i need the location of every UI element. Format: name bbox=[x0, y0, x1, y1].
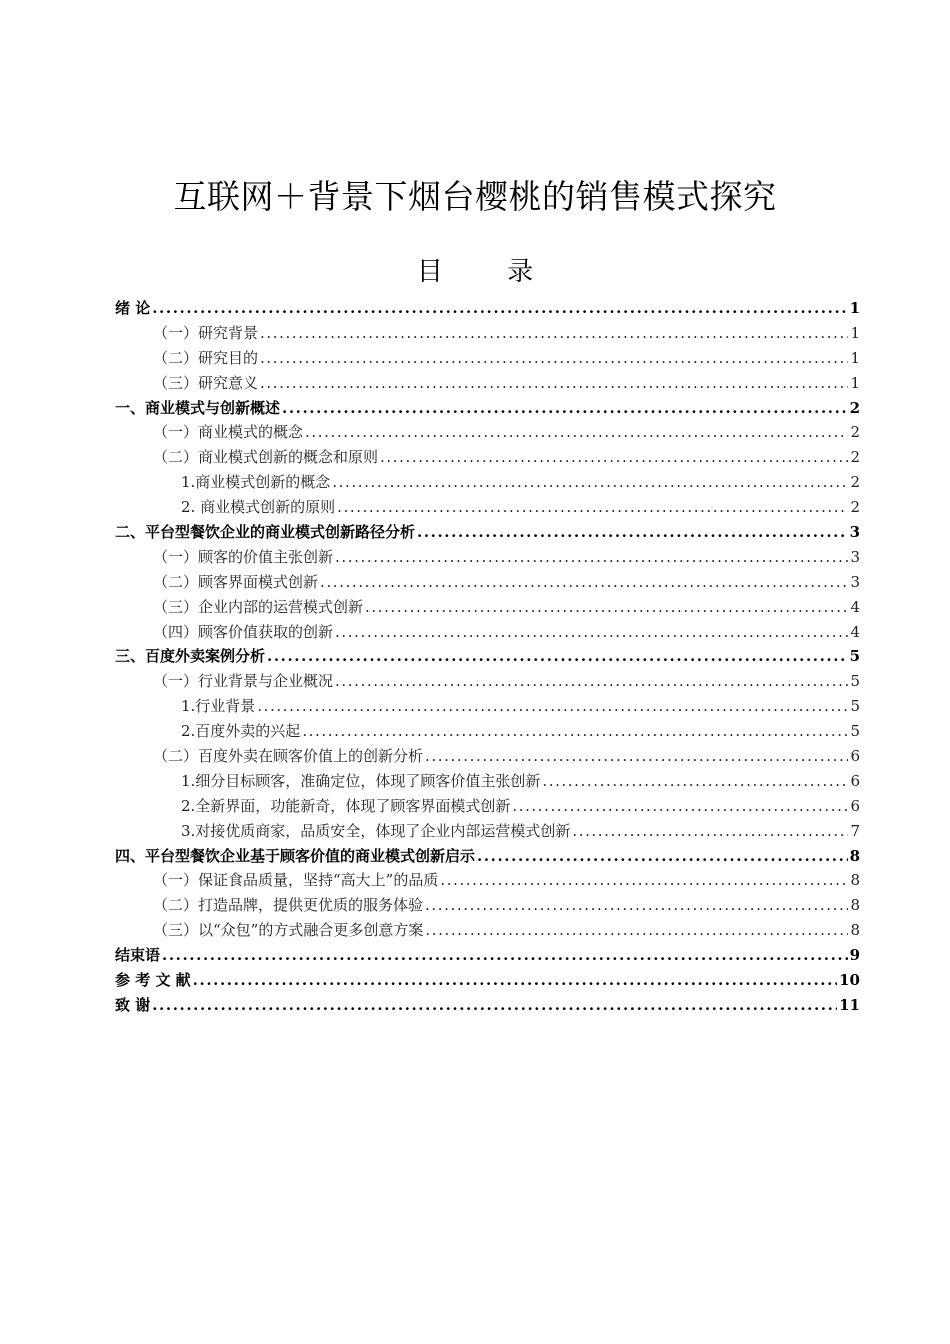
toc-dot-leader bbox=[380, 448, 848, 466]
toc-page-number: 10 bbox=[839, 971, 860, 990]
toc-entry[interactable] bbox=[115, 446, 860, 471]
toc-entry[interactable] bbox=[115, 944, 860, 969]
document-title: 互联网＋背景下烟台樱桃的销售模式探究 bbox=[173, 177, 777, 217]
toc-entry-title: 2.全新界面，功能新奇，体现了顾客界面模式创新 bbox=[181, 796, 511, 815]
toc-entry[interactable] bbox=[115, 894, 860, 919]
toc-entry[interactable] bbox=[115, 845, 860, 870]
toc-page-number: 4 bbox=[850, 597, 860, 616]
toc-dot-leader bbox=[302, 722, 848, 740]
toc-page-number: 5 bbox=[850, 722, 860, 741]
toc-entry-title: （一）研究背景 bbox=[153, 323, 259, 342]
toc-dot-leader bbox=[335, 672, 848, 690]
toc-page-number: 1 bbox=[850, 323, 860, 342]
toc-dot-leader bbox=[260, 324, 848, 342]
toc-entry-title: 1.商业模式创新的概念 bbox=[181, 473, 331, 492]
toc-dot-leader bbox=[320, 573, 848, 591]
toc-entry[interactable] bbox=[115, 820, 860, 845]
toc-page-number: 1 bbox=[849, 299, 860, 317]
toc-page-number: 2 bbox=[850, 423, 860, 442]
toc-dot-leader bbox=[440, 871, 848, 889]
toc-page-number: 4 bbox=[850, 622, 860, 641]
toc-dot-leader bbox=[332, 473, 848, 491]
toc-entry[interactable] bbox=[115, 869, 860, 894]
toc-page-number: 6 bbox=[850, 747, 860, 766]
toc-entry[interactable] bbox=[115, 297, 860, 322]
toc-entry-title: 绪 论 bbox=[115, 299, 151, 317]
toc-entry-title: （二）研究目的 bbox=[153, 348, 259, 367]
toc-entry-title: （三）企业内部的运营模式创新 bbox=[153, 597, 364, 616]
toc-page-number: 3 bbox=[850, 547, 860, 566]
toc-entry[interactable] bbox=[115, 994, 860, 1019]
toc-entry-title: （二）顾客界面模式创新 bbox=[153, 572, 319, 591]
toc-page-number: 6 bbox=[850, 796, 860, 815]
toc-page-number: 7 bbox=[850, 821, 860, 840]
toc-page-number: 2 bbox=[850, 473, 860, 492]
toc-dot-leader bbox=[260, 374, 848, 392]
toc-entry[interactable] bbox=[115, 770, 860, 795]
toc-entry[interactable] bbox=[115, 546, 860, 571]
toc-dot-leader bbox=[365, 598, 848, 616]
toc-dot-leader bbox=[267, 647, 848, 665]
toc-entry[interactable] bbox=[115, 596, 860, 621]
toc-entry-title: 参 考 文 献 bbox=[115, 971, 191, 990]
toc-entry-title: （三）以“众包”的方式融合更多创意方案 bbox=[153, 921, 424, 940]
toc-dot-leader bbox=[337, 498, 848, 516]
toc-entry-title: （四）顾客价值获取的创新 bbox=[153, 622, 334, 641]
toc-dot-leader bbox=[260, 349, 848, 367]
toc-entry[interactable] bbox=[115, 521, 860, 546]
toc-page-number: 9 bbox=[849, 946, 860, 965]
toc-entry-title: 二、平台型餐饮企业的商业模式创新路径分析 bbox=[115, 523, 416, 542]
toc-dot-leader bbox=[425, 896, 848, 914]
toc-entry[interactable] bbox=[115, 795, 860, 820]
toc-page-number: 1 bbox=[850, 348, 860, 367]
toc-page-number: 3 bbox=[849, 523, 860, 542]
toc-page-number: 2 bbox=[850, 448, 860, 467]
toc-entry[interactable] bbox=[115, 496, 860, 521]
toc-entry-title: 一、商业模式与创新概述 bbox=[115, 398, 281, 417]
toc-page-number: 5 bbox=[850, 697, 860, 716]
toc-heading-text: 目 录 bbox=[416, 257, 562, 287]
toc-entry-title: 3.对接优质商家，品质安全，体现了企业内部运营模式创新 bbox=[181, 821, 571, 840]
toc-dot-leader bbox=[282, 399, 848, 417]
toc-entry-title: （一）保证食品质量，坚持“高大上”的品质 bbox=[153, 871, 439, 890]
toc-entry-title: （二）商业模式创新的概念和原则 bbox=[153, 448, 379, 467]
toc-dot-leader bbox=[193, 971, 837, 989]
toc-entry[interactable] bbox=[115, 471, 860, 496]
toc-entry-title: （二）百度外卖在顾客价值上的创新分析 bbox=[153, 747, 424, 766]
toc-page-number: 3 bbox=[850, 572, 860, 591]
toc-entry-title: （三）研究意义 bbox=[153, 373, 259, 392]
toc-dot-leader bbox=[152, 996, 837, 1014]
toc-entry-title: 1.细分目标顾客，准确定位，体现了顾客价值主张创新 bbox=[181, 771, 541, 790]
toc-entry[interactable] bbox=[115, 347, 860, 372]
toc-dot-leader bbox=[425, 747, 848, 765]
toc-entry[interactable] bbox=[115, 372, 860, 397]
toc-entry[interactable] bbox=[115, 720, 860, 745]
toc-entry[interactable] bbox=[115, 397, 860, 422]
toc-entry-title: 结束语 bbox=[115, 946, 161, 965]
toc-dot-leader bbox=[305, 423, 848, 441]
toc-entry[interactable] bbox=[115, 621, 860, 646]
toc-dot-leader bbox=[152, 299, 847, 317]
toc-page-number: 5 bbox=[849, 647, 860, 666]
toc-entry-title: 2. 商业模式创新的原则 bbox=[181, 498, 336, 517]
toc-page-number: 2 bbox=[850, 498, 860, 517]
toc-entry-title: （一）行业背景与企业概况 bbox=[153, 672, 334, 691]
toc-entry-title: 2.百度外卖的兴起 bbox=[181, 722, 301, 741]
toc-dot-leader bbox=[512, 797, 848, 815]
toc-dot-leader bbox=[417, 523, 848, 541]
toc-entry[interactable] bbox=[115, 670, 860, 695]
toc-page-number: 6 bbox=[850, 771, 860, 790]
toc-page-number: 1 bbox=[850, 373, 860, 392]
toc-entry-title: 四、平台型餐饮企业基于顾客价值的商业模式创新启示 bbox=[115, 846, 476, 865]
toc-entry[interactable] bbox=[115, 745, 860, 770]
toc-page-number: 8 bbox=[850, 921, 860, 940]
toc-entry-title: （一）商业模式的概念 bbox=[153, 423, 304, 442]
toc-dot-leader bbox=[257, 697, 848, 715]
toc-dot-leader bbox=[425, 921, 848, 939]
toc-entry[interactable] bbox=[115, 919, 860, 944]
toc-entry-title: 1.行业背景 bbox=[181, 697, 256, 716]
toc-entry-title: 致 谢 bbox=[115, 995, 151, 1014]
toc-page-number: 11 bbox=[839, 995, 860, 1014]
toc-entry[interactable] bbox=[115, 571, 860, 596]
toc-page-number: 8 bbox=[850, 871, 860, 890]
toc-page-number: 8 bbox=[850, 896, 860, 915]
toc-dot-leader bbox=[335, 548, 848, 566]
toc-dot-leader bbox=[477, 847, 848, 865]
toc-entry[interactable] bbox=[115, 695, 860, 720]
toc-page-number: 8 bbox=[849, 846, 860, 865]
toc-dot-leader bbox=[162, 946, 848, 964]
toc-entry-title: 三、百度外卖案例分析 bbox=[115, 647, 266, 666]
toc-dot-leader bbox=[335, 623, 848, 641]
toc-dot-leader bbox=[572, 822, 848, 840]
toc-dot-leader bbox=[542, 772, 848, 790]
toc-entry-title: （一）顾客的价值主张创新 bbox=[153, 547, 334, 566]
toc-page-number: 5 bbox=[850, 672, 860, 691]
table-of-contents bbox=[115, 297, 860, 1019]
toc-entry[interactable] bbox=[115, 969, 860, 994]
toc-page-number: 2 bbox=[849, 398, 860, 417]
toc-entry[interactable] bbox=[115, 645, 860, 670]
toc-entry-title: （二）打造品牌，提供更优质的服务体验 bbox=[153, 896, 424, 915]
toc-entry[interactable] bbox=[115, 322, 860, 347]
toc-entry[interactable] bbox=[115, 421, 860, 446]
toc-heading bbox=[0, 252, 950, 292]
